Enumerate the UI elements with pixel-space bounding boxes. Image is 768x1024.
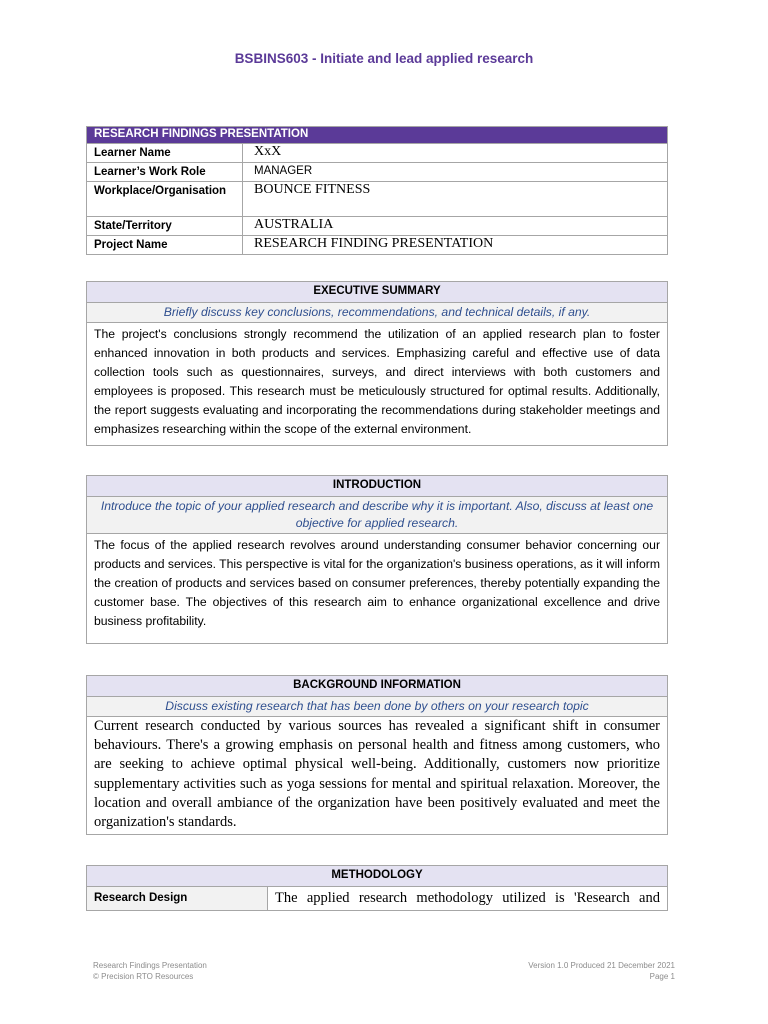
methodology-section xyxy=(86,865,668,911)
footer-right xyxy=(528,960,675,982)
table-row xyxy=(87,182,668,217)
table-row xyxy=(87,163,668,182)
workplace-label: Workplace/Organisation xyxy=(87,182,243,217)
table-row xyxy=(87,144,668,163)
section-heading: BACKGROUND INFORMATION xyxy=(87,676,668,697)
workplace-value[interactable]: BOUNCE FITNESS xyxy=(243,182,668,217)
project-name-label: Project Name xyxy=(87,236,243,255)
learner-name-label: Learner Name xyxy=(87,144,243,163)
footer-version: Version 1.0 Produced 21 December 2021 xyxy=(528,961,675,970)
work-role-label: Learner’s Work Role xyxy=(87,163,243,182)
work-role-value[interactable]: MANAGER xyxy=(243,163,668,182)
footer-page-number: Page 1 xyxy=(649,972,675,981)
research-design-label: Research Design xyxy=(87,887,268,911)
section-prompt: Briefly discuss key conclusions, recommendations, and technical details, if any. xyxy=(87,303,668,323)
introduction-section xyxy=(86,475,668,644)
table-title: RESEARCH FINDINGS PRESENTATION xyxy=(87,127,668,144)
section-heading: EXECUTIVE SUMMARY xyxy=(87,282,668,303)
table-row xyxy=(87,236,668,255)
section-heading: INTRODUCTION xyxy=(87,476,668,497)
footer-document-name: Research Findings Presentation xyxy=(93,961,207,970)
section-heading: METHODOLOGY xyxy=(87,866,668,887)
project-name-value[interactable]: RESEARCH FINDING PRESENTATION xyxy=(243,236,668,255)
document-title: BSBINS603 - Initiate and lead applied research xyxy=(234,51,534,66)
executive-summary-section xyxy=(86,281,668,446)
state-value[interactable]: AUSTRALIA xyxy=(243,217,668,236)
footer-copyright: © Precision RTO Resources xyxy=(93,972,194,981)
table-row xyxy=(87,217,668,236)
background-information-section xyxy=(86,675,668,835)
footer-left xyxy=(93,960,207,982)
section-prompt: Discuss existing research that has been done by others on your research topic xyxy=(87,697,668,717)
learner-name-value[interactable]: XxX xyxy=(243,144,668,163)
section-prompt: Introduce the topic of your applied research and describe why it is important. Also, discuss at least one objective for applied research. xyxy=(87,497,668,534)
learner-info-table xyxy=(86,126,668,255)
section-body[interactable]: Current research conducted by various sources has revealed a significant shift in consumer behaviours. There's a growing emphasis on personal health and fitness among customers, who are seeking to achieve optimal physical well-being. Additionally, customers now prioritize supplementary activities such as yoga sessions for mental and spiritual relaxation. Moreover, the location and overall ambiance of the organization have been positively evaluated and meet the organization's standards. xyxy=(87,717,668,835)
research-design-value[interactable]: The applied research methodology utilized is 'Research and xyxy=(268,887,668,911)
section-body[interactable]: The project's conclusions strongly recommend the utilization of an applied research plan to foster enhanced innovation in both products and services. Emphasizing careful and effective use of data collection tools such as questionnaires, surveys, and direct interviews with both customers and employees is proposed. This research must be meticulously structured for optimal results. Additionally, the report suggests evaluating and incorporating the recommendations during stakeholder meetings and emphasizes researching within the scope of the external environment. xyxy=(87,323,668,446)
table-row xyxy=(87,887,668,911)
state-label: State/Territory xyxy=(87,217,243,236)
section-body[interactable]: The focus of the applied research revolves around understanding consumer behavior concerning our products and services. This perspective is vital for the organization's business operations, as it will inform the creation of products and services based on consumer preferences, thereby potentially expanding the customer base. The objectives of this research aim to enhance organizational excellence and drive business profitability. xyxy=(87,534,668,644)
